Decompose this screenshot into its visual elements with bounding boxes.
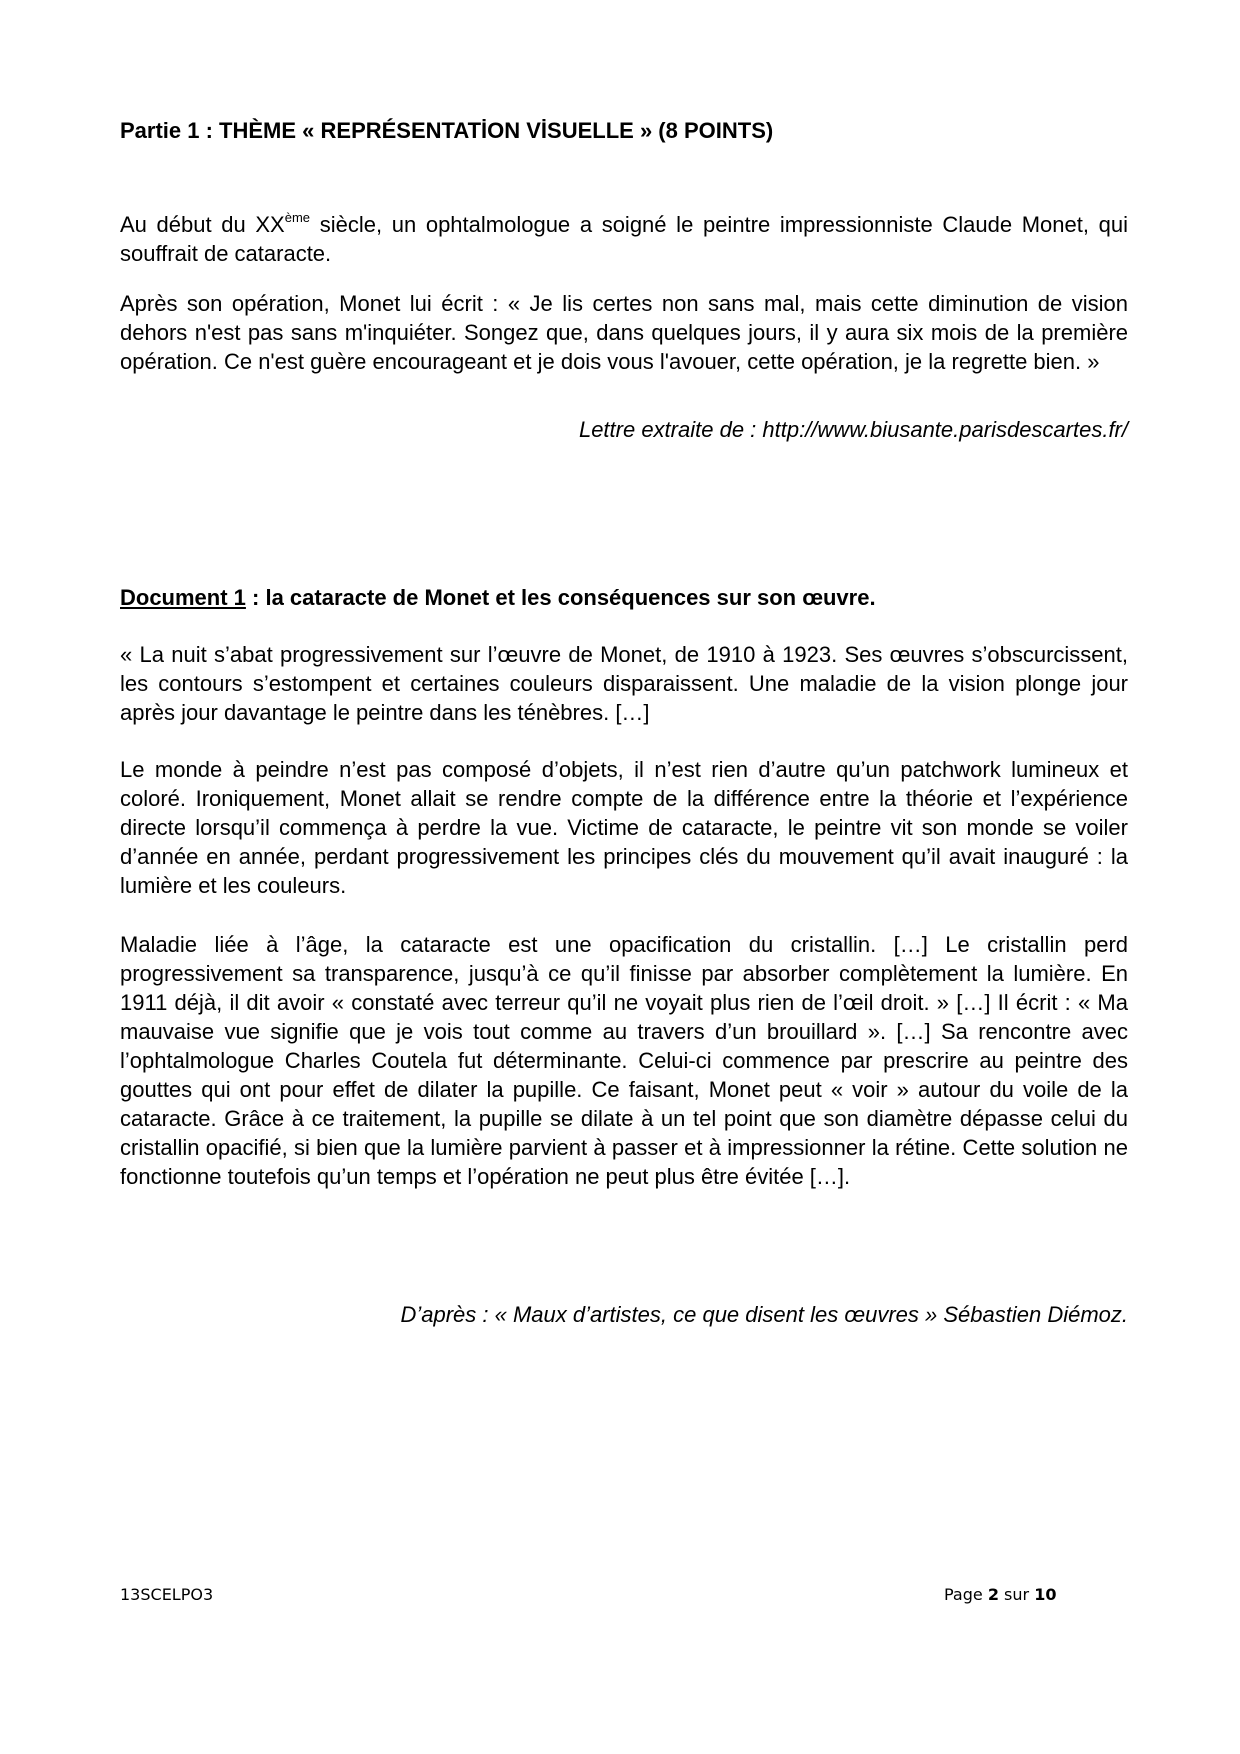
page-number: [944, 1585, 1056, 1604]
intro-superscript: ème: [284, 210, 311, 225]
document-label: Document 1: [120, 585, 246, 610]
page-separator: sur: [998, 1585, 1035, 1604]
document-paragraph-1: « La nuit s’abat progressivement sur l’œuvre de Monet, de 1910 à 1923. Ses œuvres s’obscurcissent, les contours s’estompent et certaines couleurs disparaissent. Une maladie de la vision plonge jour après jour davantage le peintre dans les ténèbres. […]: [120, 642, 1128, 725]
document-title-text: : la cataracte de Monet et les conséquences sur son œuvre.: [245, 585, 876, 610]
intro-paragraph-2: Après son opération, Monet lui écrit : « Je lis certes non sans mal, mais cette diminution de vision dehors n'est pas sans m'inquiéter. Songez que, dans quelques jours, il y aura six mois de la première opération. Ce n'est guère encourageant et je dois vous l'avouer, cette opération, je la regrette bien. »: [120, 291, 1128, 374]
document-paragraph-3: Maladie liée à l’âge, la cataracte est une opacification du cristallin. […] Le cristallin perd progressivement sa transparence, jusqu’à ce qu’il finisse par absorber complètement la lumière. En 1911 déjà, il dit avoir « constaté avec terreur qu’il ne voyait plus rien de l’œil droit. » […] Il écrit : « Ma mauvaise vue signifie que je vois tout comme au travers d’un brouillard ». […] Sa rencontre avec l’ophtalmologue Charles Coutela fut déterminante. Celui-ci commence par prescrire au peintre des gouttes qui ont pour effet de dilater la pupille. Ce faisant, Monet peut « voir » autour du voile de la cataracte. Grâce à ce traitement, la pupille se dilate à un tel point que son diamètre dépasse celui du cristallin opacifié, si bien que la lumière parvient à passer et à impressionner la rétine. Cette solution ne fonctionne toutefois qu’un temps et l’opération ne peut plus être évitée […].: [120, 932, 1128, 1189]
document-source: D’après : « Maux d’artistes, ce que disent les œuvres » Sébastien Diémoz.: [400, 1302, 1128, 1327]
intro-paragraph-1: [120, 210, 1128, 268]
document-paragraph-2: Le monde à peindre n’est pas composé d’objets, il n’est rien d’autre qu’un patchwork lumineux et coloré. Ironiquement, Monet allait se rendre compte de la différence entre la théorie et l’expérience directe lorsqu’il commença à perdre la vue. Victime de cataracte, le peintre vit son monde se voiler d’année en année, perdant progressivement les principes clés du mouvement qu’il avait inauguré : la lumière et les couleurs.: [120, 757, 1128, 898]
part-heading: Partie 1 : THÈME « REPRÉSENTATİON VİSUELLE » (8 POINTS): [120, 118, 774, 143]
page-current: 2: [987, 1585, 999, 1604]
footer-code: 13SCELPO3: [120, 1585, 214, 1604]
letter-citation: Lettre extraite de : http://www.biusante.parisdescartes.fr/: [578, 417, 1128, 442]
intro-text-start: Au début du XX: [120, 212, 285, 237]
page-word: Page: [944, 1585, 988, 1604]
page-total: 10: [1034, 1585, 1057, 1604]
intro-text-end: siècle, un ophtalmologue a soigné le peintre impressionniste Claude Monet, qui souffrait de cataracte.: [120, 212, 1128, 266]
document-title: [120, 585, 876, 611]
